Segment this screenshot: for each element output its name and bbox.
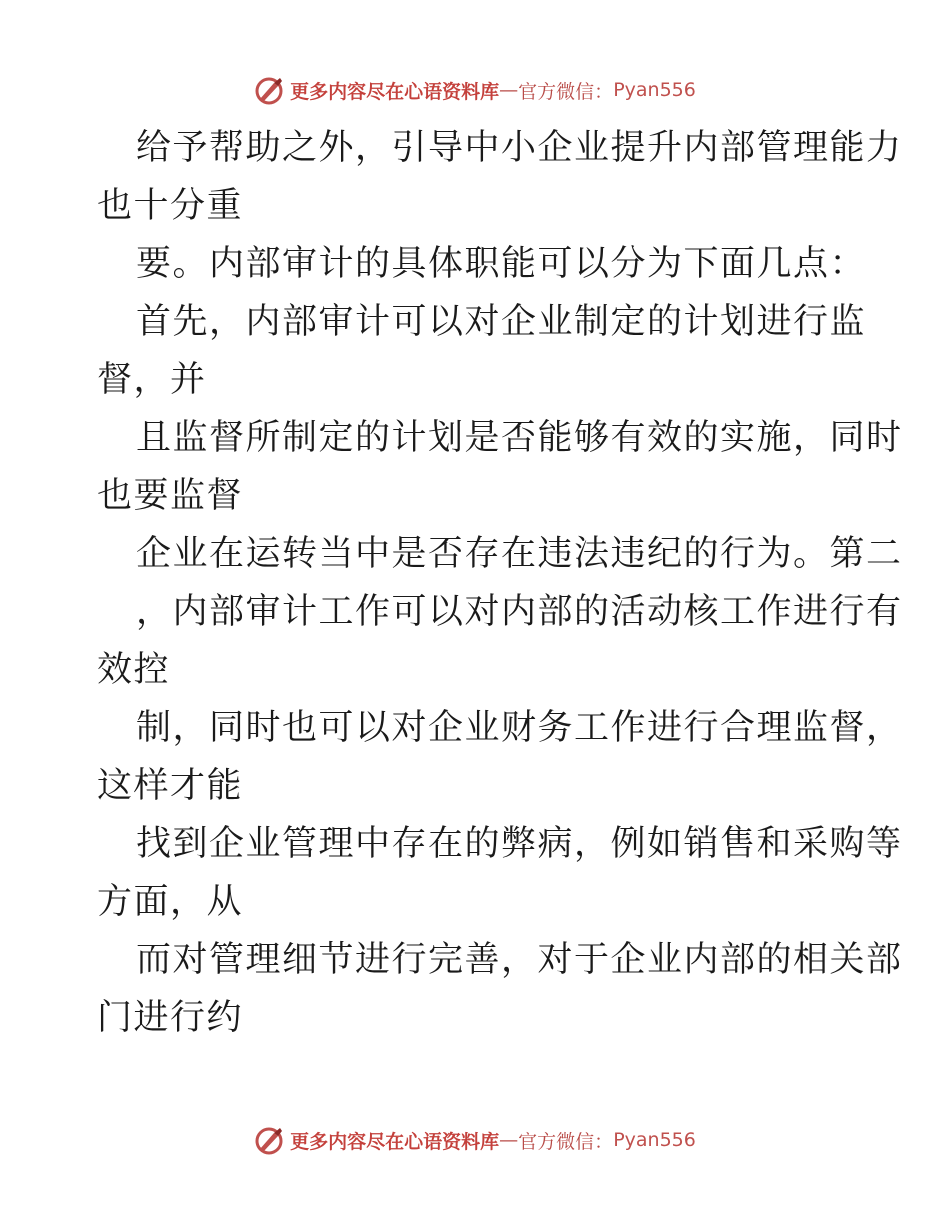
footer-watermark [0, 1120, 950, 1160]
body-line: 制，同时也可以对企业财务工作进行合理监督， [136, 708, 903, 748]
body-line: 效控 [97, 650, 171, 690]
body-line: 要。内部审计的具体职能可以分为下面几点： [136, 244, 867, 284]
body-line: 找到企业管理中存在的弊病，例如销售和采购等 [136, 824, 903, 864]
body-line: 首先，内部审计可以对企业制定的计划进行监 [136, 302, 867, 342]
pen-logo-icon [254, 1125, 284, 1155]
body-line: 也要监督 [97, 476, 244, 516]
footer-wechat-id: Pyan556 [613, 1129, 696, 1151]
footer-wechat-label: 官方微信： [518, 1130, 614, 1153]
header-wechat-label: 官方微信： [518, 80, 614, 103]
header-wechat-id: Pyan556 [613, 79, 696, 101]
body-line: 督，并 [97, 360, 207, 400]
footer-brand-text: 更多内容尽在心语资料库 [290, 1130, 500, 1153]
body-line: 门进行约 [97, 998, 244, 1038]
body-line: 且监督所制定的计划是否能够有效的实施，同时 [136, 418, 903, 458]
footer-dash: — [499, 1129, 519, 1151]
body-line: 方面，从 [97, 882, 244, 922]
header-dash: — [499, 79, 519, 101]
body-line: 也十分重 [97, 186, 244, 226]
body-line: 给予帮助之外，引导中小企业提升内部管理能力 [136, 128, 903, 168]
pen-logo-icon [254, 75, 284, 105]
body-line: ，内部审计工作可以对内部的活动核工作进行有 [136, 592, 903, 632]
body-line: 这样才能 [97, 766, 244, 806]
body-line: 而对管理细节进行完善，对于企业内部的相关部 [136, 940, 903, 980]
header-watermark [0, 70, 950, 110]
header-brand-text: 更多内容尽在心语资料库 [290, 80, 500, 103]
body-line: 企业在运转当中是否存在违法违纪的行为。第二 [136, 534, 903, 574]
